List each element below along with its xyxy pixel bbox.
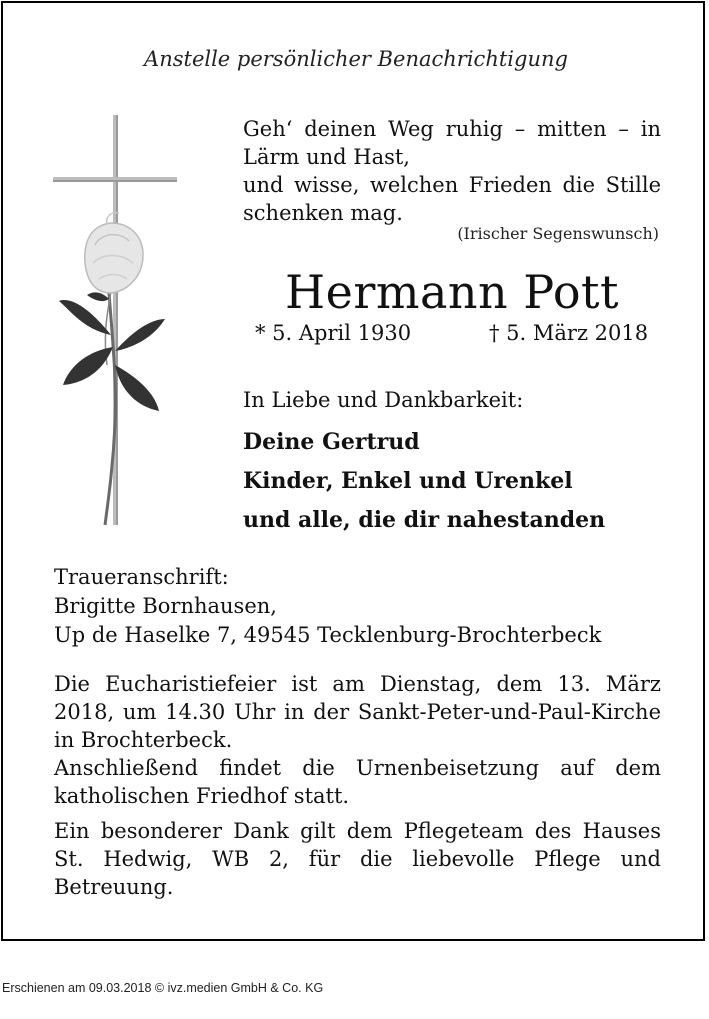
service-info (54, 670, 661, 810)
birth-date: * 5. April 1930 (255, 321, 412, 345)
thanks-paragraph (54, 817, 661, 901)
verse-line-1: Geh‘ deinen Weg ruhig – mitten – in Lärm und Hast, (243, 117, 661, 169)
mourner-name: Deine Gertrud (243, 429, 420, 455)
publication-footer: Erschienen am 09.03.2018 © ivz.medien GmbH & Co. KG (2, 981, 324, 995)
mourner-name: Kinder, Enkel und Urenkel (243, 468, 573, 494)
verse-source: (Irischer Segenswunsch) (457, 224, 659, 243)
deceased-name: Hermann Pott (285, 265, 619, 319)
address-label: Traueranschrift: (54, 565, 229, 589)
obituary-notice (1, 1, 705, 941)
verse-line-2: und wisse, welchen Frieden die Stille schenken mag. (243, 173, 661, 225)
rose-bloom (85, 213, 143, 293)
cross-with-rose-icon (47, 115, 197, 530)
service-paragraph: Die Eucharistiefeier ist am Dienstag, dem 13. März 2018, um 14.30 Uhr in der Sankt-Peter-und-Paul-Kirche in Brochterbeck. (54, 672, 661, 752)
thanks-text: Ein besonderer Dank gilt dem Pflegeteam des Hauses St. Hedwig, WB 2, für die liebevolle Pflege und Betreuung. (54, 819, 661, 899)
death-date: † 5. März 2018 (489, 321, 649, 345)
notice-header: Anstelle persönlicher Benachrichtigung (144, 47, 568, 71)
address-name: Brigitte Bornhausen, (54, 594, 277, 618)
mourning-address (54, 563, 601, 650)
address-street-city: Up de Haselke 7, 49545 Tecklenburg-Brochterbeck (54, 623, 602, 647)
mourner-name: und alle, die dir nahestanden (243, 507, 606, 533)
burial-paragraph: Anschließend findet die Urnenbeisetzung auf dem katholischen Friedhof statt. (54, 756, 661, 808)
verse-quote (243, 115, 661, 227)
mourners-list (243, 423, 683, 540)
mourners-intro: In Liebe und Dankbarkeit: (243, 388, 524, 412)
